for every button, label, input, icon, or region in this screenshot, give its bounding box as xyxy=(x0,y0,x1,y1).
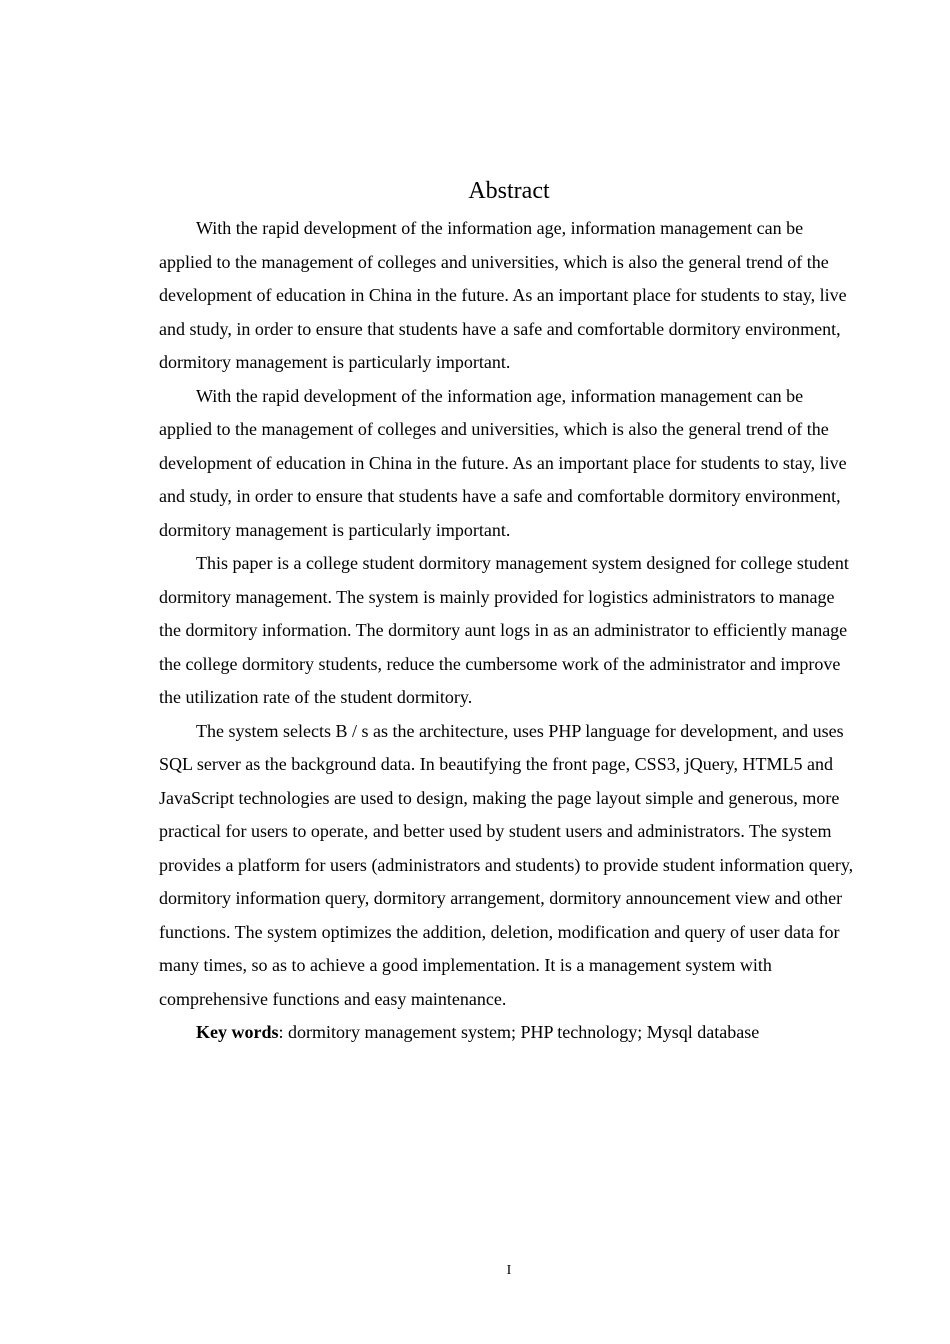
abstract-paragraph-4: The system selects B / s as the architecture, uses PHP language for development, and uses SQL server as the background data. In beautifying the front page, CSS3, jQuery, HTML5 and JavaScript technologies are used to design, making the page layout simple and generous, more practical for users to operate, and better used by student users and administrators. The system provides a platform for users (administrators and students) to provide student information query, dormitory information query, dormitory arrangement, dormitory announcement view and other functions. The system optimizes the addition, deletion, modification and query of user data for many times, so as to achieve a good implementation. It is a management system with comprehensive functions and easy maintenance. xyxy=(159,720,854,1009)
abstract-paragraph-3: This paper is a college student dormitory management system designed for college student dormitory management. The system is mainly provided for logistics administrators to manage the dormitory information. The dormitory aunt logs in as an administrator to efficiently manage the college dormitory students, reduce the cumbersome work of the administrator and improve the utilization rate of the student dormitory. xyxy=(159,553,849,707)
abstract-title: Abstract xyxy=(468,178,550,204)
page-number: I xyxy=(506,1263,512,1278)
keywords-label: Key words xyxy=(196,1022,279,1042)
abstract-body xyxy=(159,212,857,1050)
abstract-paragraph-2: With the rapid development of the information age, information management can be applied to the management of colleges and universities, which is also the general trend of the development of education in China in the future. As an important place for students to stay, live and study, in order to ensure that students have a safe and comfortable dormitory environment, dormitory management is particularly important. xyxy=(159,385,847,540)
abstract-paragraph-1: With the rapid development of the information age, information management can be applied to the management of colleges and universities, which is also the general trend of the development of education in China in the future. As an important place for students to stay, live and study, in order to ensure that students have a safe and comfortable dormitory environment, dormitory management is particularly important. xyxy=(159,218,847,372)
keywords-line xyxy=(159,1016,857,1050)
keywords-text: : dormitory management system; PHP technology; Mysql database xyxy=(278,1022,760,1042)
